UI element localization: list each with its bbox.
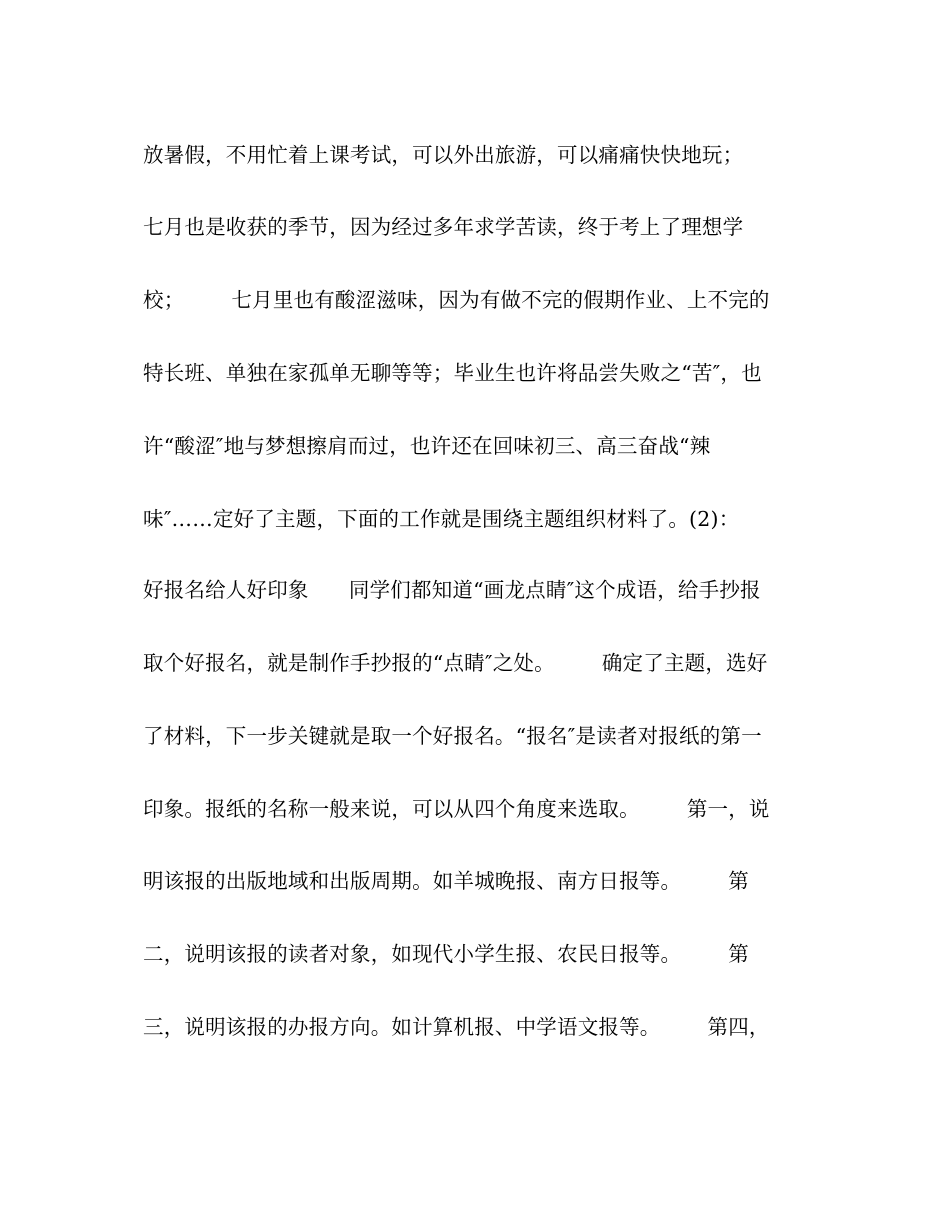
paragraph-line: 味″……定好了主题，下面的工作就是围绕主题组织材料了。(2)：: [143, 507, 740, 531]
paragraph-line: 三，说明该报的办报方向。如计算机报、中学语文报等。 第四，: [143, 1015, 770, 1039]
paragraph-line: 好报名给人好印象 同学们都知道“画龙点睛″这个成语，给手抄报: [143, 578, 761, 602]
paragraph-line: 校； 七月里也有酸涩滋味，因为有做不完的假期作业、上不完的: [143, 288, 770, 312]
paragraph-line: 特长班、单独在家孤单无聊等等；毕业生也许将品尝失败之“苦″，也: [143, 361, 762, 385]
paragraph-line: 取个好报名，就是制作手抄报的“点睛″之处。 确定了主题，选好: [143, 651, 768, 675]
paragraph-line: 放暑假，不用忙着上课考试，可以外出旅游，可以痛痛快快地玩；: [143, 143, 744, 167]
paragraph-line: 许“酸涩″地与梦想擦肩而过，也许还在回味初三、高三奋战“辣: [143, 434, 711, 458]
paragraph-line: 明该报的出版地域和出版周期。如羊城晚报、南方日报等。 第: [143, 869, 749, 893]
paragraph-line: 二，说明该报的读者对象，如现代小学生报、农民日报等。 第: [143, 942, 749, 966]
paragraph-line: 七月也是收获的季节，因为经过多年求学苦读，终于考上了理想学: [143, 215, 744, 239]
paragraph-line: 印象。报纸的名称一般来说，可以从四个角度来选取。 第一，说: [143, 797, 770, 821]
paragraph-line: 了材料，下一步关键就是取一个好报名。“报名″是读者对报纸的第一: [143, 724, 762, 748]
